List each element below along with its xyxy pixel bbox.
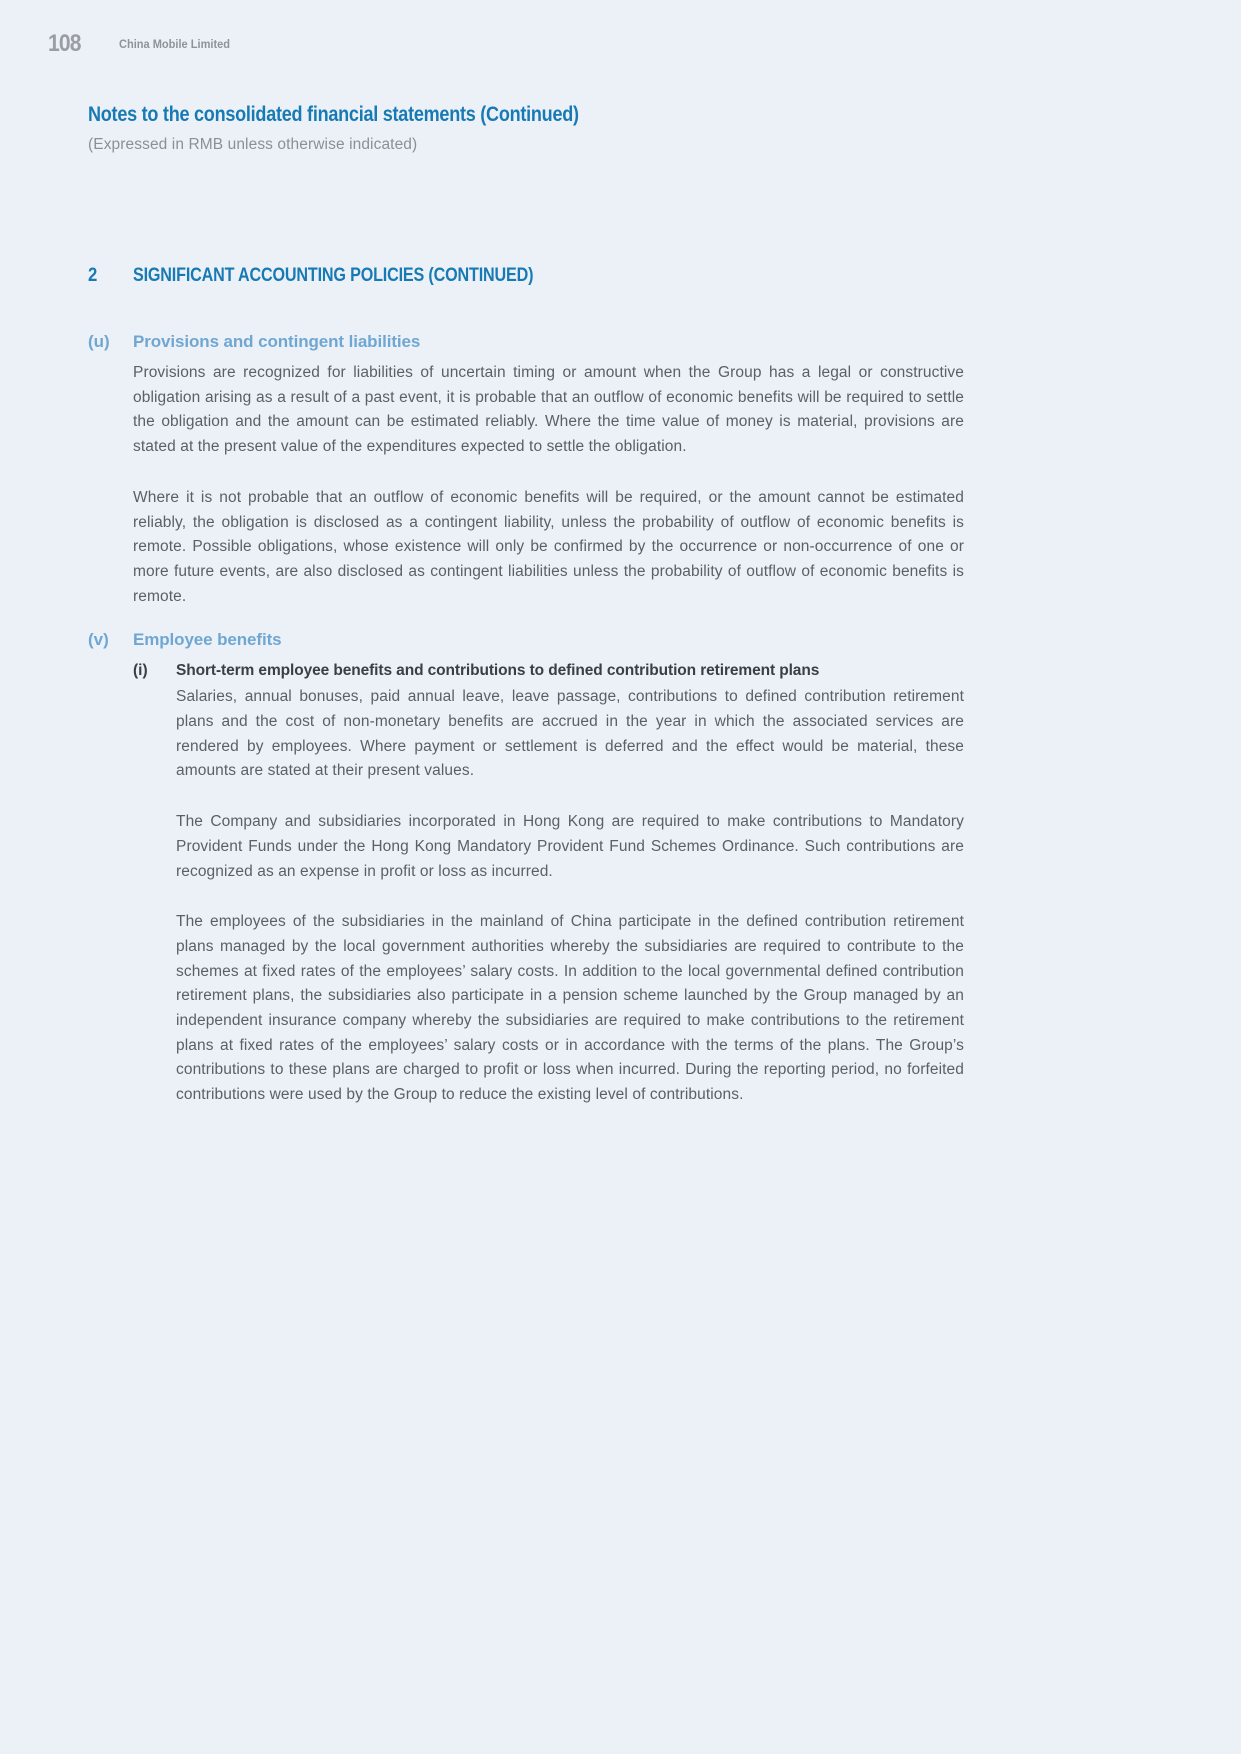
- subsection-u-title: Provisions and contingent liabilities: [133, 332, 421, 351]
- section-2: [88, 264, 964, 1108]
- section-heading: [88, 264, 964, 288]
- paragraph: Salaries, annual bonuses, paid annual leave, leave passage, contributions to defined contribution retirement plans and the cost of non-monetary benefits are accrued in the year in which the associated services are rendered by employees. Where payment or settlement is deferred and the effect would be material, these amounts are stated at their present values.: [176, 688, 964, 780]
- subsection-v-title: Employee benefits: [133, 630, 282, 650]
- company-name: China Mobile Limited: [119, 37, 231, 51]
- running-header: [48, 30, 240, 58]
- page-number: 108: [48, 30, 81, 57]
- subsection-v: [88, 629, 964, 1108]
- paragraph: The Company and subsidiaries incorporated in Hong Kong are required to make contributions to Mandatory Provident Funds under the Hong Kong Mandatory Provident Fund Schemes Ordinance. Such contributions are recognized as an expense in profit or loss as incurred.: [176, 813, 964, 880]
- document-title: Notes to the consolidated financial statements (Continued): [88, 103, 579, 126]
- subsection-v-content: [133, 629, 964, 1108]
- subsection-v-label: (v): [88, 630, 109, 650]
- item-i: [133, 659, 964, 1108]
- paragraph: Where it is not probable that an outflow of economic benefits will be required, or the amount cannot be estimated reliably, the obligation is disclosed as a contingent liability, unless the probability of outflow of economic benefits is remote. Possible obligations, whose existence will only be confirmed by the occurrence or non-occurrence of one or more future events, are also disclosed as contingent liabilities unless the probability of outflow of economic benefits is remote.: [133, 488, 964, 605]
- item-i-label: (i): [133, 662, 148, 680]
- paragraph: The employees of the subsidiaries in the mainland of China participate in the defined contribution retirement plans managed by the local government authorities whereby the subsidiaries are required to contribute to the schemes at fixed rates of the employees’ salary costs. In addition to the local governmental defined contribution retirement plans, the subsidiaries also participate in a pension scheme launched by the Group managed by an independent insurance company whereby the subsidiaries are required to make contributions to the retirement plans at fixed rates of the employees’ salary costs or in accordance with the terms of the plans. The Group’s contributions to these plans are charged to profit or loss when incurred. During the reporting period, no forfeited contributions were used by the Group to reduce the existing level of contributions.: [176, 913, 964, 1104]
- document-title-block: [88, 103, 988, 154]
- paragraph: Provisions are recognized for liabilities of uncertain timing or amount when the Group has a legal or constructive obligation arising as a result of a past event, it is probable that an outflow of economic benefits will be required to settle the obligation and the amount can be estimated reliably. Where the time value of money is material, provisions are stated at the present value of the expenditures expected to settle the obligation.: [133, 364, 964, 456]
- document-subtitle: (Expressed in RMB unless otherwise indicated): [88, 136, 418, 153]
- section-number: 2: [88, 265, 98, 286]
- item-i-body: [176, 685, 964, 1108]
- subsection-u: [88, 331, 964, 609]
- item-i-content: [176, 659, 964, 1108]
- subsection-u-content: [133, 331, 964, 609]
- subsection-u-body: [133, 361, 964, 609]
- subsection-u-label: (u): [88, 332, 110, 351]
- section-title: SIGNIFICANT ACCOUNTING POLICIES (CONTINUED): [133, 265, 534, 286]
- item-i-title: Short-term employee benefits and contributions to defined contribution retirement plans: [176, 662, 820, 680]
